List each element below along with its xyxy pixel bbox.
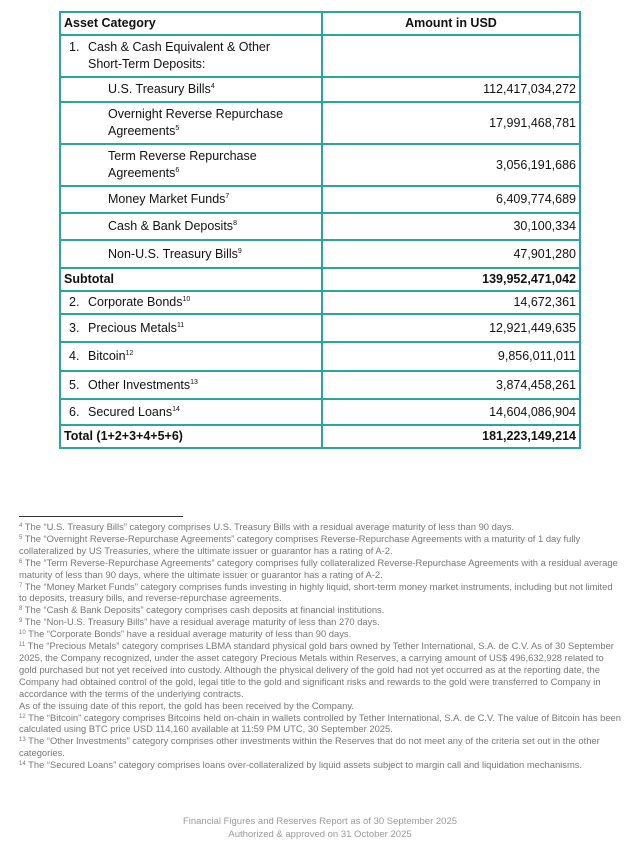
category-cell: 4. Bitcoin$^{12}$ bbox=[60, 342, 322, 371]
header-amount: Amount in USD bbox=[322, 12, 580, 35]
table-row-cash-group bbox=[60, 35, 580, 77]
table-row bbox=[60, 102, 580, 144]
subtotal-label: Subtotal bbox=[60, 268, 322, 291]
amount-cell: 30,100,334 bbox=[322, 213, 580, 240]
footnote: $^8$ The “Cash & Bank Deposits” category comprises cash deposits at financial institutions. bbox=[19, 604, 385, 616]
total-amount: 181,223,149,214 bbox=[322, 425, 580, 448]
total-row bbox=[60, 425, 580, 448]
category-cell: Money Market Funds$^7$ bbox=[60, 186, 322, 213]
category-cell: U.S. Treasury Bills$^4$ bbox=[60, 77, 322, 102]
table-row bbox=[60, 144, 580, 186]
category-cell: Overnight Reverse Repurchase Agreements$^5$ bbox=[60, 102, 322, 144]
amount-cell: 112,417,034,272 bbox=[322, 77, 580, 102]
amount-cell: 3,874,458,261 bbox=[322, 371, 580, 399]
footnote-continuation: As of the issuing date of this report, the gold has been received by the Company. bbox=[19, 699, 354, 711]
category-cell: 3. Precious Metals$^{11}$ bbox=[60, 314, 322, 342]
table-header-row bbox=[60, 12, 580, 35]
footnotes bbox=[19, 521, 621, 771]
amount-cell: 17,991,468,781 bbox=[322, 102, 580, 144]
item-label-line2: Short-Term Deposits: bbox=[88, 57, 206, 71]
table-row bbox=[60, 77, 580, 102]
footnote-divider bbox=[19, 516, 183, 517]
amount-cell: 12,921,449,635 bbox=[322, 314, 580, 342]
footnote: $^{10}$ The “Corporate Bonds” have a residual average maturity of less than 90 days. bbox=[19, 628, 352, 640]
table-row bbox=[60, 314, 580, 342]
table-row bbox=[60, 399, 580, 425]
page-footer bbox=[0, 815, 640, 841]
category-cell: Term Reverse Repurchase Agreements$^6$ bbox=[60, 144, 322, 186]
category-cell: 5. Other Investments$^{13}$ bbox=[60, 371, 322, 399]
table-row bbox=[60, 342, 580, 371]
category-cell: 6. Secured Loans$^{14}$ bbox=[60, 399, 322, 425]
footnote: $^{14}$ The “Secured Loans” category comprises loans over-collateralized by liquid assets subject to margin call and liquidation mechanisms. bbox=[19, 759, 583, 771]
amount-cell: 14,672,361 bbox=[322, 291, 580, 314]
footnote: $^{13}$ The “Other Investments” category comprises other investments within the Reserves that do not meet any of the criteria set out in the other categories. bbox=[19, 735, 600, 759]
footnote: $^4$ The “U.S. Treasury Bills” category comprises U.S. Treasury Bills with a residual average maturity of less than 90 days. bbox=[19, 521, 515, 532]
amount-cell: 14,604,086,904 bbox=[322, 399, 580, 425]
footer-report-title: Financial Figures and Reserves Report as of 30 September 2025 bbox=[182, 816, 458, 827]
category-cell: 2. Corporate Bonds$^{10}$ bbox=[60, 291, 322, 314]
table-row bbox=[60, 371, 580, 399]
total-label: Total (1+2+3+4+5+6) bbox=[60, 425, 322, 448]
footer-approval-date: Authorized & approved on 31 October 2025 bbox=[228, 829, 412, 840]
item-label: Cash & Cash Equivalent & Other bbox=[88, 40, 271, 54]
header-category: Asset Category bbox=[60, 12, 322, 35]
amount-cell-empty bbox=[322, 35, 580, 77]
table-row bbox=[60, 186, 580, 213]
subtotal-row bbox=[60, 268, 580, 291]
table-row bbox=[60, 240, 580, 268]
category-cell bbox=[60, 35, 322, 77]
amount-cell: 47,901,280 bbox=[322, 240, 580, 268]
table-row bbox=[60, 291, 580, 314]
amount-cell: 3,056,191,686 bbox=[322, 144, 580, 186]
category-cell: Cash & Bank Deposits$^8$ bbox=[60, 213, 322, 240]
footnote: $^6$ The “Term Reverse-Repurchase Agreements” category comprises fully collateralized Reverse-Repurchase Agreements with a residual average maturity of less than 90 days, where the ultimate issuer or guarantor has a rating of A-2. bbox=[19, 556, 618, 580]
amount-cell: 6,409,774,689 bbox=[322, 186, 580, 213]
footnote: $^9$ The “Non-U.S. Treasury Bills” have a residual average maturity of less than 270 days. bbox=[19, 616, 380, 628]
amount-cell: 9,856,011,011 bbox=[322, 342, 580, 371]
footnote: $^5$ The “Overnight Reverse-Repurchase Agreements” category comprises Reverse-Repurchase Agreements with a maturity of 1 day fully collateralized by US Treasuries, where the ultimate issuer or guarantor has a rating of A-2. bbox=[19, 532, 581, 556]
table-row bbox=[60, 213, 580, 240]
category-cell: Non-U.S. Treasury Bills$^9$ bbox=[60, 240, 322, 268]
reserves-table bbox=[59, 11, 581, 449]
subtotal-amount: 139,952,471,042 bbox=[322, 268, 580, 291]
item-number: 1. bbox=[69, 40, 80, 54]
footnote: $^{11}$ The “Precious Metals” category comprises LBMA standard physical gold bars owned by Tether International, S.A. de C.V. As of 30 September 2025, the Company recognized, under the asset category Precious Metals within Reserves, a carrying amount of US$ 496,632,928 related to gold purchased but not yet received into custody. Although the physical delivery of the gold had not yet occurred as at the reporting date, the Company had obtained control of the gold, legal title to the gold and significant risks and rewards to the gold were transferred to Company in accordance with the terms of the underlying contracts. bbox=[19, 640, 614, 699]
footnote: $^7$ The “Money Market Funds” category comprises funds investing in highly liquid, short-term money market instruments, including but not limited to deposits, treasury bills, and reverse-repurchase agreements. bbox=[19, 580, 613, 604]
footnote: $^{12}$ The “Bitcoin” category comprises Bitcoins held on-chain in wallets controlled by Tether International, S.A. de C.V. The value of Bitcoin has been calculated using BTC price USD 114,160 available at 11:59 PM UTC, 30 September 2025. bbox=[19, 711, 621, 735]
